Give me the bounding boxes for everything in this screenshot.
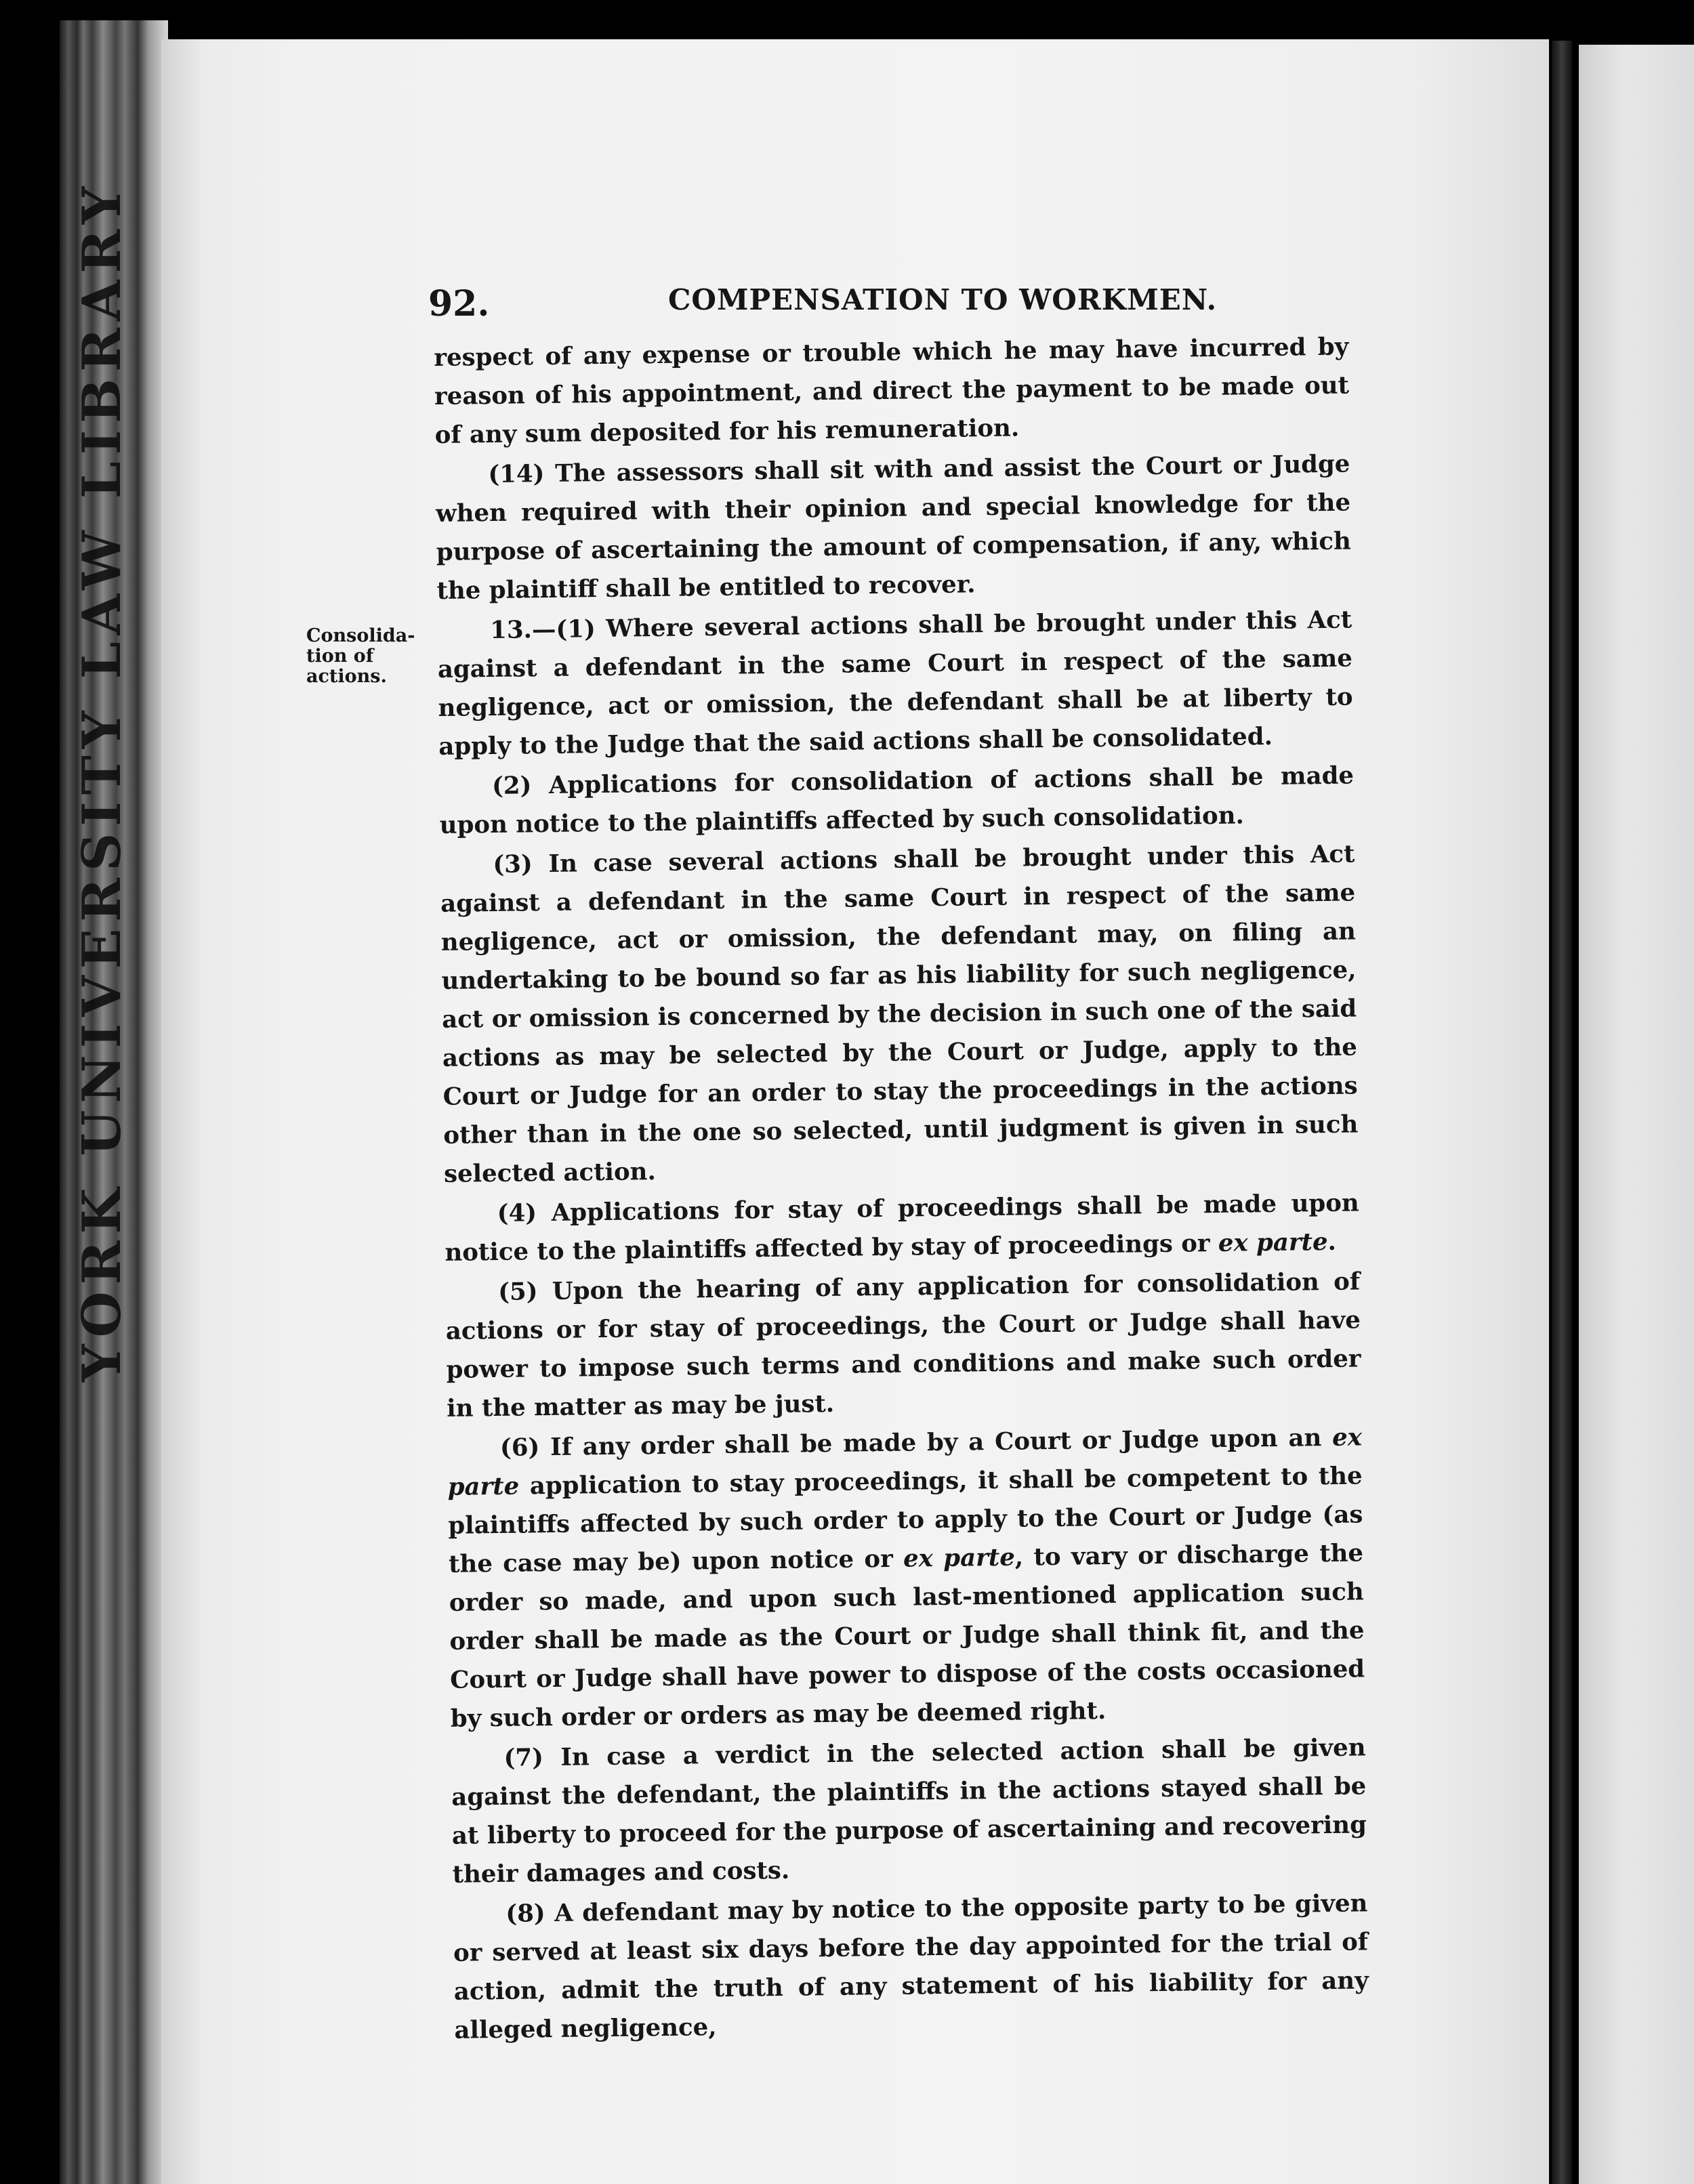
paragraph-6-italic-a: ex parte (447, 1423, 1363, 1501)
paragraph-4-end: . (1327, 1227, 1337, 1256)
paragraph-6 (447, 1418, 1365, 1738)
margin-note-text: Consolida- tion of actions. (306, 625, 415, 687)
paragraph-13-1: 13.—(1) Where several actions shall be brought under this Act against a defendant in the same Court in respect of the same negligence, act or omission, the defendant shall be at liberty to apply to the Judge that the said actions shall be consolidated. (437, 606, 1353, 761)
paragraph-14: (14) The assessors shall sit with and assist the Court or Judge when required with their opinion and special knowledge for the purpose of ascertaining the amount of compensation, if any, which the plaintiff shall be entitled to recover. (435, 450, 1352, 605)
paragraph-4-italic: ex parte (1218, 1227, 1328, 1257)
paragraph-6-text-a: (6) If any order shall be made by a Court or Judge upon an (499, 1423, 1333, 1462)
page-number: 92. (428, 283, 490, 324)
paragraph-2: (2) Applications for consolidation of actions shall be made upon notice to the plaintiffs affected by such consolidation. (439, 761, 1355, 839)
library-stamp: YORK UNIVERSITY LAW LIBRARY (71, 180, 133, 1382)
paragraph-continuation: respect of any expense or trouble which he may have incurred by reason of his appointment, and direct the payment to be made out of any sum deposited for his remuneration. (434, 333, 1350, 449)
paragraph-4-text: (4) Applications for stay of proceedings shall be made upon notice to the plaintiffs affected by stay of proceedings or (445, 1189, 1359, 1267)
running-head: COMPENSATION TO WORKMEN. (668, 283, 1218, 316)
paragraph-5: (5) Upon the hearing of any application for consolidation of actions or for stay of proceedings, the Court or Judge shall have power to impose such terms and conditions and make such order in the matter as may be just. (445, 1267, 1361, 1423)
paragraph-4 (444, 1183, 1359, 1272)
paragraph-8: (8) A defendant may by notice to the opposite party to be given or served at least six days before the day appointed for the trial of action, admit the truth of any statement of his liability for any alleged negligence, (453, 1889, 1369, 2044)
paragraph-6-text-b: application to stay proceedings, it shall be competent to the plaintiffs affected by such order to apply to the Court or Judge (as the case may be) upon notice or (448, 1462, 1363, 1578)
page-fold (1552, 41, 1572, 2184)
opposite-page-edge (1579, 45, 1694, 2184)
margin-note (306, 626, 435, 687)
body-text (434, 328, 1369, 2051)
paragraph-6-italic-b: ex parte (903, 1543, 1016, 1573)
paragraph-3: (3) In case several actions shall be brought under this Act against a defendant in the same Court in respect of the same negligence, act or omission, the defendant may, on filing an undertaking to be bound so far as his liability for such negligence, act or omission is concerned by the decision in such one of the said actions as may be selected by the Court or Judge, apply to the Court or Judge for an order to stay the proceedings in the actions other than in the one so selected, until judgment is given in such selected action. (440, 840, 1359, 1188)
paragraph-6-text-c: , to vary or discharge the order so made, and upon such last-mentioned application such order shall be made as the Court or Judge shall think fit, and the Court or Judge shall have power to dispose of the costs occasioned by such order or orders as may be deemed right. (449, 1539, 1365, 1733)
paragraph-7: (7) In case a verdict in the selected action shall be given against the defendant, the plaintiffs in the actions stayed shall be at liberty to proceed for the purpose of ascertaining and recovering their damages and costs. (451, 1734, 1367, 1889)
